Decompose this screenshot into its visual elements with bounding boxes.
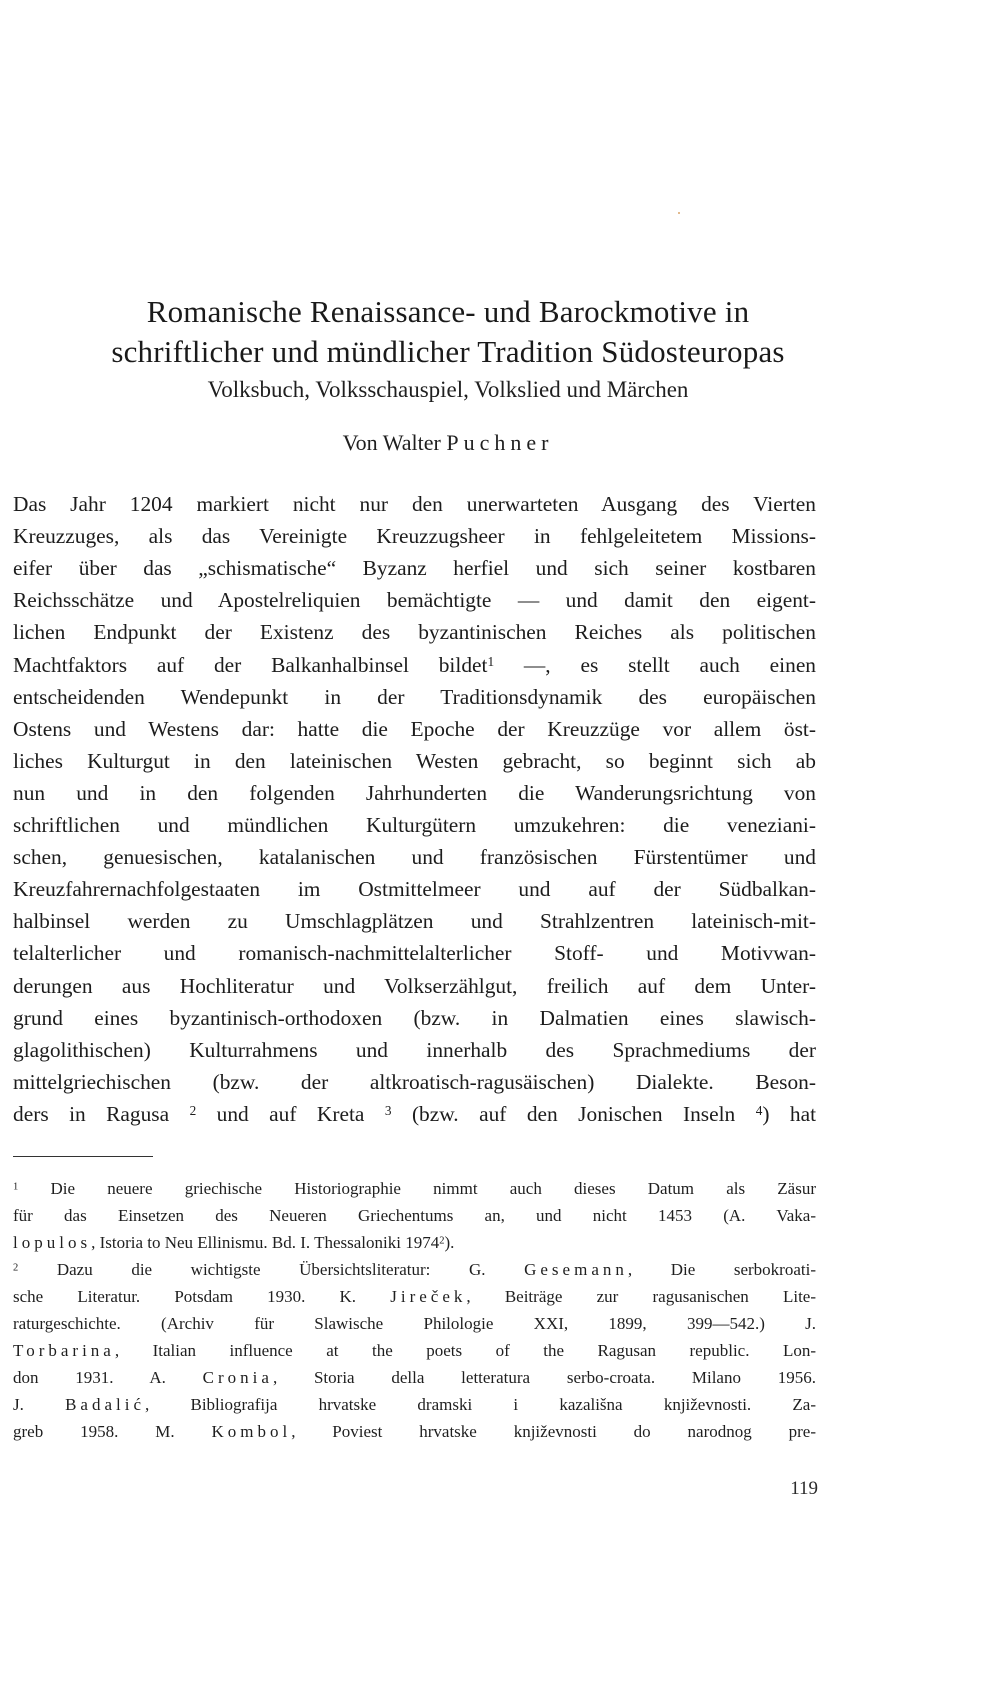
footnote-2-line-1: $^2$ Dazu die wichtigste Übersichtsliteratur: G. Gesemann, Die serbokroati- xyxy=(13,1260,816,1279)
body-line: schriftlichen und mündlichen Kulturgütern umzukehren: die veneziani- xyxy=(13,813,816,837)
footnote-1-line-1: $^1$ Die neuere griechische Historiographie nimmt auch dieses Datum als Zäsur xyxy=(13,1179,817,1198)
article-title-line-2: schriftlicher und mündlicher Tradition Südosteuropas xyxy=(111,334,785,369)
footnote-1-line-3: lopulos, Istoria to Neu Ellinismu. Bd. I. Thessaloniki 1974$^2$). xyxy=(13,1233,455,1252)
body-line: nun und in den folgenden Jahrhunderten die Wanderungsrichtung von xyxy=(13,780,816,805)
body-text-segment: und auf Kreta xyxy=(196,1101,385,1126)
body-text-segment: (bzw. auf den Jonischen Inseln xyxy=(391,1101,756,1126)
footnote-marker: 2 xyxy=(13,1262,19,1274)
paper-speck xyxy=(678,212,680,214)
body-line: entscheidenden Wendepunkt in der Traditionsdynamik des europäischen xyxy=(13,684,816,709)
footnote-2-line-7: greb 1958. M. Kombol, Poviest hrvatske književnosti do narodnog pre- xyxy=(13,1422,817,1441)
article-subtitle: Volksbuch, Volksschauspiel, Volkslied und Märchen xyxy=(207,377,689,402)
footnote-2-line-3: raturgeschichte. (Archiv für Slawische Philologie XXI, 1899, 399—542.) J. xyxy=(13,1314,816,1333)
body-line: glagolithischen) Kulturrahmens und innerhalb des Sprachmediums der xyxy=(13,1037,816,1062)
footnote-ref: 4 xyxy=(755,1102,763,1118)
body-line: lichen Endpunkt der Existenz des byzantinischen Reiches als politischen xyxy=(13,620,816,645)
footnote-2-line-5: don 1931. A. Cronia, Storia della letteratura serbo-croata. Milano 1956. xyxy=(13,1368,817,1387)
body-line: Ostens und Westens dar: hatte die Epoche der Kreuzzüge vor allem öst- xyxy=(13,716,816,741)
footnote-1-line-2: für das Einsetzen des Neueren Griechentums an, und nicht 1453 (A. Vaka- xyxy=(13,1206,816,1225)
body-text-segment: ) hat xyxy=(762,1101,817,1126)
body-line: Reichsschätze und Apostelreliquien bemächtigte — und damit den eigent- xyxy=(13,588,816,613)
body-line xyxy=(13,649,816,681)
footnote-ref: 2 xyxy=(189,1102,197,1118)
article-title-line-1: Romanische Renaissance- und Barockmotive in xyxy=(146,294,750,329)
body-line: schen, genuesischen, katalanischen und französischen Fürstentümer und xyxy=(13,845,816,870)
body-line: telalterlicher und romanisch-nachmittelalterlicher Stoff- und Motivwan- xyxy=(13,941,816,966)
body-text-segment: —, es stellt auch einen xyxy=(494,652,817,677)
footnote-2-line-2: sche Literatur. Potsdam 1930. K. Jireček, Beiträge zur ragusanischen Lite- xyxy=(13,1287,817,1306)
footnote-ref: 1 xyxy=(487,653,495,669)
body-text-segment: ders in Ragusa xyxy=(13,1101,190,1126)
page-number: 119 xyxy=(790,1478,818,1499)
author-line xyxy=(0,430,896,456)
footnote-rule xyxy=(13,1156,153,1157)
footnote-ref: 3 xyxy=(384,1102,392,1118)
body-text-segment: Machtfaktors auf der Balkanhalbinsel bildet xyxy=(13,652,488,677)
body-line: liches Kulturgut in den lateinischen Westen gebracht, so beginnt sich ab xyxy=(13,748,816,773)
body-line: grund eines byzantinisch-orthodoxen (bzw. in Dalmatien eines slawisch- xyxy=(13,1005,816,1030)
footnote-2-line-6: J. Badalić, Bibliografija hrvatske dramski i kazališna književnosti. Za- xyxy=(13,1395,816,1414)
body-line: Kreuzzuges, als das Vereinigte Kreuzzugsheer in fehlgeleitetem Missions- xyxy=(13,524,816,549)
author-surname: Puchner xyxy=(446,430,554,455)
body-line: halbinsel werden zu Umschlagplätzen und Strahlzentren lateinisch-mit- xyxy=(13,909,816,934)
body-line: derungen aus Hochliteratur und Volkserzählgut, freilich auf dem Unter- xyxy=(13,973,816,998)
body-line: eifer über das „schismatische“ Byzanz herfiel und sich seiner kostbaren xyxy=(13,556,816,581)
body-line xyxy=(13,1098,816,1130)
footnote-2-line-4: Torbarina, Italian influence at the poets of the Ragusan republic. Lon- xyxy=(13,1341,816,1360)
body-line: Das Jahr 1204 markiert nicht nur den unerwarteten Ausgang des Vierten xyxy=(13,492,816,516)
author-prefix: Von Walter xyxy=(342,430,441,455)
body-line: Kreuzfahrernachfolgestaaten im Ostmittelmeer und auf der Südbalkan- xyxy=(13,877,816,902)
body-line: mittelgriechischen (bzw. der altkroatisch-ragusäischen) Dialekte. Beson- xyxy=(13,1069,816,1094)
footnote-marker: 1 xyxy=(13,1181,19,1193)
